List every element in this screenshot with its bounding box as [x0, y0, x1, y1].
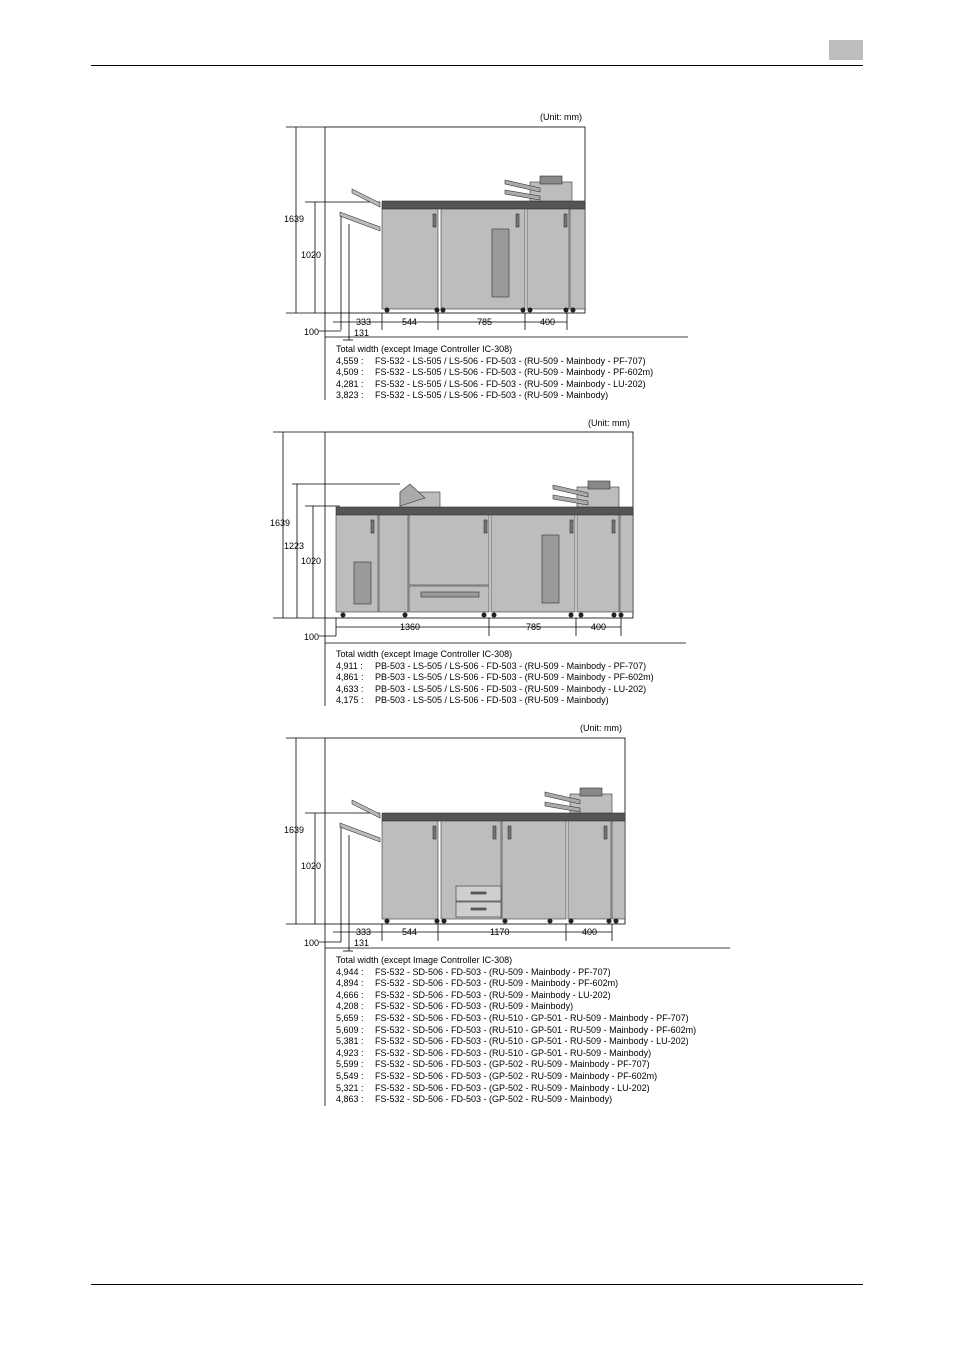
- configuration: PB-503 - LS-505 / LS-506 - FD-503 - (RU-509 - Mainbody - PF-707): [375, 660, 647, 671]
- width-value: 5,599 :: [336, 1059, 364, 1070]
- table-row: [336, 1025, 696, 1037]
- width-value: 5,381 :: [336, 1036, 364, 1047]
- configuration: FS-532 - SD-506 - FD-503 - (RU-510 - GP-501 - RU-509 - Mainbody - PF-602m): [375, 1024, 697, 1035]
- width-value: 4,861 :: [336, 672, 364, 683]
- table-row: [336, 1094, 696, 1106]
- width-value: 4,944 :: [336, 966, 364, 977]
- table-row: [336, 1036, 696, 1048]
- configuration: FS-532 - SD-506 - FD-503 - (RU-510 - GP-501 - RU-509 - Mainbody - LU-202): [375, 1036, 689, 1047]
- table-row: [336, 1048, 696, 1060]
- width-value: 5,609 :: [336, 1024, 364, 1035]
- height-label-1020: 1020: [301, 556, 322, 566]
- width-value: 4,894 :: [336, 978, 364, 989]
- width-label-100: 100: [304, 327, 320, 337]
- width-value: 4,208 :: [336, 1001, 364, 1012]
- width-label-1360: 1360: [400, 622, 421, 632]
- width-label-131: 131: [354, 938, 370, 948]
- width-label-400: 400: [591, 622, 607, 632]
- width-value: 4,863 :: [336, 1094, 364, 1105]
- total-width-table: [336, 955, 696, 1106]
- table-row: [336, 990, 696, 1002]
- total-width-title: Total width (except Image Controller IC-308): [336, 649, 513, 659]
- table-row: [336, 1013, 696, 1025]
- width-value: 4,666 :: [336, 989, 364, 1000]
- width-value: 4,281 :: [336, 378, 364, 389]
- height-label-1639: 1639: [284, 214, 305, 224]
- width-value: 4,633 :: [336, 683, 364, 694]
- height-label-1639: 1639: [284, 825, 305, 835]
- width-value: 4,509 :: [336, 367, 364, 378]
- width-label-400: 400: [582, 927, 598, 937]
- height-label-1639: 1639: [270, 518, 291, 528]
- configuration: FS-532 - LS-505 / LS-506 - FD-503 - (RU-509 - Mainbody - PF-707): [375, 355, 646, 366]
- table-row: [336, 967, 696, 979]
- table-row: [336, 1083, 696, 1095]
- width-value: 4,911 :: [336, 660, 363, 671]
- width-label-100: 100: [304, 632, 320, 642]
- width-label-131: 131: [354, 328, 370, 338]
- configuration: FS-532 - LS-505 / LS-506 - FD-503 - (RU-509 - Mainbody - LU-202): [375, 378, 646, 389]
- width-value: 3,823 :: [336, 390, 364, 401]
- configuration: FS-532 - SD-506 - FD-503 - (GP-502 - RU-509 - Mainbody - LU-202): [375, 1082, 650, 1093]
- height-label-1020: 1020: [301, 250, 322, 260]
- height-label-1020: 1020: [301, 861, 322, 871]
- configuration: FS-532 - SD-506 - FD-503 - (RU-509 - Mainbody): [375, 1001, 574, 1012]
- configuration: FS-532 - SD-506 - FD-503 - (GP-502 - RU-509 - Mainbody - PF-602m): [375, 1070, 658, 1081]
- width-label-544: 544: [402, 317, 418, 327]
- width-label-785: 785: [526, 622, 542, 632]
- width-value: 4,923 :: [336, 1047, 364, 1058]
- configuration: FS-532 - SD-506 - FD-503 - (RU-509 - Mainbody - LU-202): [375, 989, 611, 1000]
- footer-rule: [91, 1284, 863, 1285]
- width-label-100: 100: [304, 938, 320, 948]
- configuration: PB-503 - LS-505 / LS-506 - FD-503 - (RU-509 - Mainbody - PF-602m): [375, 672, 654, 683]
- total-width-title: Total width (except Image Controller IC-308): [336, 344, 513, 354]
- width-value: 4,175 :: [336, 695, 364, 706]
- width-value: 5,321 :: [336, 1082, 364, 1093]
- width-label-333: 333: [356, 317, 372, 327]
- width-label-785: 785: [477, 317, 493, 327]
- width-label-333: 333: [356, 927, 372, 937]
- configuration: FS-532 - SD-506 - FD-503 - (GP-502 - RU-509 - Mainbody): [375, 1094, 613, 1105]
- width-label-400: 400: [540, 317, 556, 327]
- configuration: FS-532 - SD-506 - FD-503 - (RU-509 - Mainbody - PF-602m): [375, 978, 619, 989]
- table-row: [336, 1071, 696, 1083]
- height-label-1223: 1223: [284, 541, 305, 551]
- configuration: FS-532 - SD-506 - FD-503 - (RU-510 - GP-501 - RU-509 - Mainbody - PF-707): [375, 1012, 689, 1023]
- configuration: FS-532 - LS-505 / LS-506 - FD-503 - (RU-509 - Mainbody): [375, 390, 609, 401]
- width-label-544: 544: [402, 927, 418, 937]
- configuration: PB-503 - LS-505 / LS-506 - FD-503 - (RU-509 - Mainbody): [375, 695, 609, 706]
- configuration: PB-503 - LS-505 / LS-506 - FD-503 - (RU-509 - Mainbody - LU-202): [375, 683, 647, 694]
- width-value: 5,659 :: [336, 1012, 364, 1023]
- table-row: [336, 978, 696, 990]
- unit-label: (Unit: mm): [540, 112, 582, 122]
- configuration: FS-532 - SD-506 - FD-503 - (RU-509 - Mainbody - PF-707): [375, 966, 611, 977]
- configuration: FS-532 - SD-506 - FD-503 - (GP-502 - RU-509 - Mainbody - PF-707): [375, 1059, 650, 1070]
- width-label-1170: 1170: [490, 927, 510, 937]
- configuration: FS-532 - LS-505 / LS-506 - FD-503 - (RU-509 - Mainbody - PF-602m): [375, 367, 654, 378]
- unit-label: (Unit: mm): [588, 418, 630, 428]
- configuration: FS-532 - SD-506 - FD-503 - (RU-510 - GP-501 - RU-509 - Mainbody): [375, 1047, 652, 1058]
- total-width-title: Total width (except Image Controller IC-308): [336, 955, 513, 965]
- table-row: [336, 1059, 696, 1071]
- table-row: [336, 1001, 696, 1013]
- width-value: 5,549 :: [336, 1070, 364, 1081]
- width-value: 4,559 :: [336, 355, 364, 366]
- unit-label: (Unit: mm): [580, 723, 622, 733]
